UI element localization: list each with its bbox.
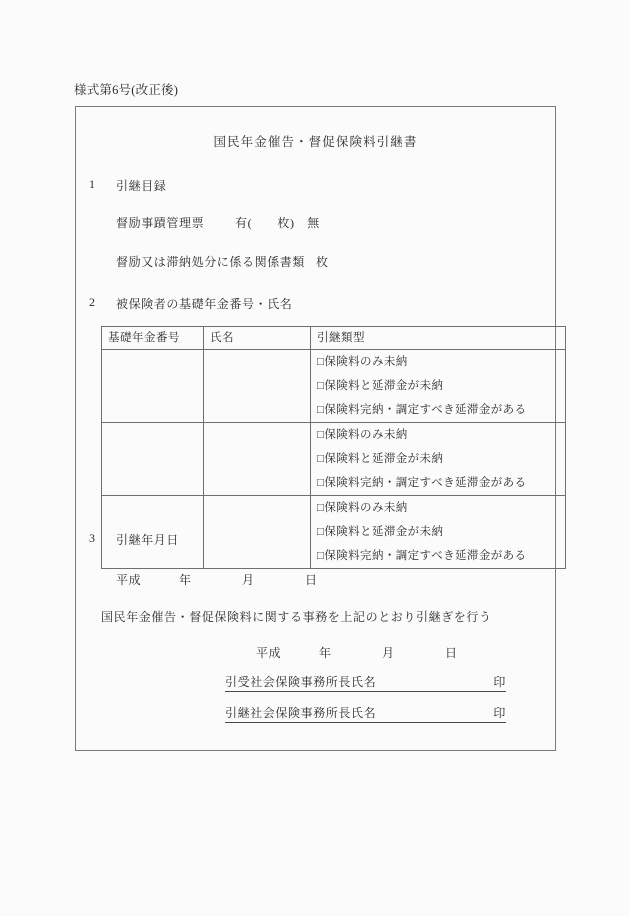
transfer-statement: 国民年金催告・督促保険料に関する事務を上記のとおり引継ぎを行う xyxy=(101,610,492,624)
cell-name[interactable] xyxy=(204,423,311,496)
section-1-heading: 引継目録 xyxy=(116,179,167,193)
inventory-item-1-value: 有( 枚) 無 xyxy=(235,216,320,230)
section-3-heading: 引継年月日 xyxy=(116,533,180,547)
checkbox-option-premium-paid-late-fee-assessable[interactable]: □保険料完納・調定すべき延滞金がある xyxy=(317,404,527,416)
transfer-date-line[interactable]: 平成 年 月 日 xyxy=(116,573,318,587)
cell-name[interactable] xyxy=(204,350,311,423)
cell-transfer-type xyxy=(311,496,566,569)
checkbox-option-premium-and-late-fee-unpaid[interactable]: □保険料と延滞金が未納 xyxy=(317,526,444,538)
table-header-row xyxy=(102,327,566,350)
section-1-number: 1 xyxy=(89,177,96,191)
section-3-number: 3 xyxy=(89,531,96,545)
signature-row-transferor[interactable] xyxy=(225,704,506,723)
checkbox-option-premium-unpaid[interactable]: □保険料のみ未納 xyxy=(317,356,408,368)
checkbox-option-premium-unpaid[interactable]: □保険料のみ未納 xyxy=(317,429,408,441)
cell-transfer-type xyxy=(311,350,566,423)
cell-pension-number[interactable] xyxy=(102,423,204,496)
checkbox-option-premium-paid-late-fee-assessable[interactable]: □保険料完納・調定すべき延滞金がある xyxy=(317,550,527,562)
checkbox-option-premium-unpaid[interactable]: □保険料のみ未納 xyxy=(317,502,408,514)
document-title: 国民年金催告・督促保険料引継書 xyxy=(213,135,418,149)
section-2-number: 2 xyxy=(89,295,96,309)
signature-date-line[interactable]: 平成 年 月 日 xyxy=(256,646,458,660)
checkbox-option-premium-paid-late-fee-assessable[interactable]: □保険料完納・調定すべき延滞金がある xyxy=(317,477,527,489)
seal-mark-receiver: 印 xyxy=(493,675,506,689)
cell-name[interactable] xyxy=(204,496,311,569)
signature-row-receiver[interactable] xyxy=(225,673,506,692)
column-header-transfer-type: 引継類型 xyxy=(311,327,566,350)
checkbox-option-premium-and-late-fee-unpaid[interactable]: □保険料と延滞金が未納 xyxy=(317,453,444,465)
signature-label-receiver: 引受社会保険事務所長氏名 xyxy=(225,675,377,689)
seal-mark-transferor: 印 xyxy=(493,706,506,720)
section-2-heading: 被保険者の基礎年金番号・氏名 xyxy=(116,297,293,311)
column-header-name: 氏名 xyxy=(204,327,311,350)
cell-transfer-type xyxy=(311,423,566,496)
form-sheet xyxy=(75,106,556,751)
inventory-item-1-label: 督励事蹟管理票 xyxy=(116,216,205,230)
cell-pension-number[interactable] xyxy=(102,350,204,423)
column-header-pension-number: 基礎年金番号 xyxy=(102,327,204,350)
form-number: 様式第6号(改正後) xyxy=(74,83,179,97)
checkbox-option-premium-and-late-fee-unpaid[interactable]: □保険料と延滞金が未納 xyxy=(317,380,444,392)
table-row xyxy=(102,350,566,423)
inventory-item-2-value: 枚 xyxy=(316,255,329,269)
table-row xyxy=(102,423,566,496)
signature-label-transferor: 引継社会保険事務所長氏名 xyxy=(225,706,377,720)
inventory-item-2-label: 督励又は滞納処分に係る関係書類 xyxy=(116,255,306,269)
